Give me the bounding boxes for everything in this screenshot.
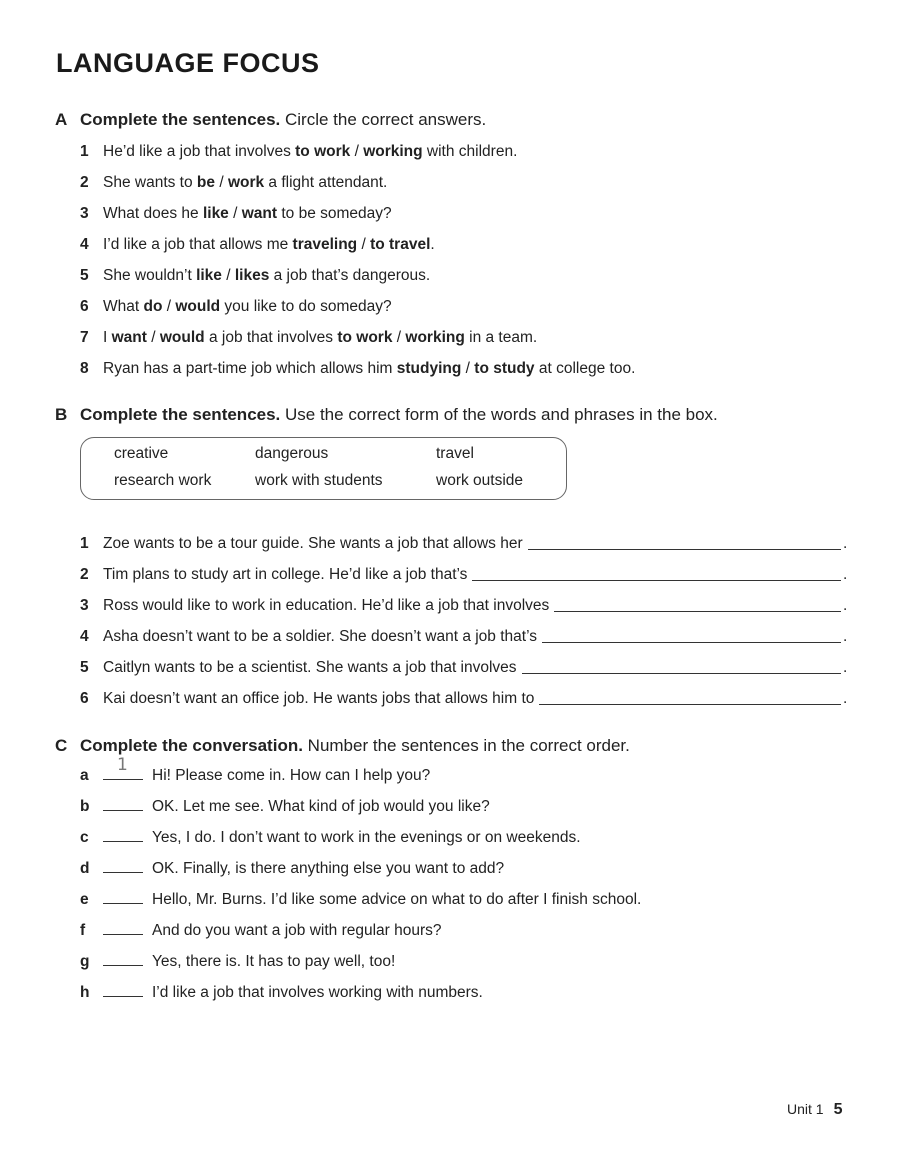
conversation-line [80,798,490,816]
section-b-instruction: Use the correct form of the words and phrases in the box. [280,405,718,424]
question-number: 3 [80,597,89,614]
section-a-heading [55,110,486,130]
sentence-text: Caitlyn wants to be a scientist. She wants a job that involves [103,659,517,676]
line-text: I’d like a job that involves working with numbers. [152,984,483,1001]
conversation-line [80,860,504,878]
sentence-text: Asha doesn’t want to be a soldier. She doesn’t want a job that’s [103,628,537,645]
question-item [80,298,392,316]
sentence-text: He’d like a job that involves [103,143,296,160]
question-number: 6 [80,298,89,315]
order-blank[interactable] [103,829,143,842]
answer-option[interactable]: like [202,205,229,222]
word-box-item: travel [436,445,474,462]
line-text: OK. Finally, is there anything else you want to add? [152,860,505,877]
order-blank[interactable] [103,798,143,811]
sentence-text: you like to do someday? [220,298,392,315]
question-item [80,174,387,192]
question-item [80,597,549,615]
answer-option[interactable]: to travel [370,236,431,253]
line-letter: d [80,860,90,877]
conversation-line [80,984,483,1002]
line-text: Yes, I do. I don’t want to work in the evenings or on weekends. [152,829,581,846]
sentence-text: Ross would like to work in education. He’d like a job that involves [103,597,550,614]
sentence-period: . [843,690,848,707]
question-item [80,143,517,161]
answer-option[interactable]: want [111,329,147,346]
section-c-heading-bold: Complete the conversation. [80,736,303,755]
page-footer [787,1101,842,1119]
section-a-instruction: Circle the correct answers. [280,110,487,129]
word-box-item: research work [114,472,212,489]
section-c-heading [55,736,630,756]
sentence-text: / [215,174,228,191]
sentence-text: / [221,267,235,284]
line-text: Hi! Please come in. How can I help you? [152,767,431,784]
sentence-text: She wants to [103,174,197,191]
sentence-text: / [146,329,160,346]
line-letter: b [80,798,90,815]
answer-option[interactable]: be [196,174,216,191]
sentence-text: to be someday? [277,205,392,222]
page-number: 5 [833,1101,843,1118]
sentence-text: a job that involves [204,329,338,346]
sentence-text: a job that’s dangerous. [269,267,431,284]
sentence-text: / [162,298,176,315]
conversation-line [80,953,395,971]
line-letter: h [80,984,90,1001]
sentence-text: / [228,205,242,222]
sentence-text: She wouldn’t [103,267,197,284]
answer-option[interactable]: likes [234,267,270,284]
sentence-period: . [843,659,848,676]
answer-blank[interactable] [554,611,841,612]
word-box-item: dangerous [255,445,329,462]
sentence-text: in a team. [464,329,538,346]
answer-blank[interactable] [539,704,841,705]
section-b-heading [55,405,718,425]
conversation-line [80,829,581,847]
order-blank[interactable] [103,755,143,780]
sentence-text: with children. [422,143,518,160]
section-c-letter: C [55,736,68,755]
word-box-item: creative [114,445,169,462]
question-number: 5 [80,659,89,676]
sentence-text: Zoe wants to be a tour guide. She wants a job that allows her [103,535,523,552]
sentence-text: I [103,329,112,346]
sentence-text: Kai doesn’t want an office job. He wants jobs that allows him to [103,690,535,707]
conversation-line [80,922,442,940]
section-c-instruction: Number the sentences in the correct order. [302,736,630,755]
answer-option[interactable]: working [363,143,423,160]
sentence-text: Ryan has a part-time job which allows him [103,360,397,377]
question-item [80,690,534,708]
question-item [80,659,517,677]
question-item [80,236,435,254]
conversation-line [80,891,641,909]
order-blank[interactable] [103,922,143,935]
order-answer: 1 [117,755,128,775]
order-blank[interactable] [103,891,143,904]
question-number: 2 [80,174,89,191]
question-number: 4 [80,236,89,253]
answer-option[interactable]: traveling [292,236,358,253]
line-letter: a [80,767,89,784]
answer-option[interactable]: want [241,205,278,222]
page-title: LANGUAGE FOCUS [56,48,320,78]
line-letter: f [80,922,86,939]
line-text: OK. Let me see. What kind of job would you like? [152,798,490,815]
answer-blank[interactable] [522,673,841,674]
section-a-letter: A [55,110,68,129]
sentence-text: Tim plans to study art in college. He’d like a job that’s [103,566,468,583]
answer-option[interactable]: would [175,298,221,315]
answer-option[interactable]: like [196,267,222,284]
sentence-text: / [461,360,475,377]
question-number: 6 [80,690,89,707]
question-item [80,566,467,584]
section-a-heading-bold: Complete the sentences. [80,110,281,129]
question-number: 3 [80,205,89,222]
answer-option[interactable]: to study [474,360,535,377]
answer-option[interactable]: working [405,329,465,346]
answer-blank[interactable] [542,642,841,643]
question-number: 4 [80,628,89,645]
order-blank[interactable] [103,953,143,966]
order-blank[interactable] [103,860,143,873]
sentence-period: . [843,597,848,614]
question-number: 1 [80,143,89,160]
question-number: 1 [80,535,89,552]
question-item [80,267,430,285]
question-item [80,205,392,223]
sentence-period: . [843,628,848,645]
section-b-letter: B [55,405,68,424]
section-b-heading-bold: Complete the sentences. [80,405,281,424]
sentence-text: What [103,298,144,315]
sentence-period: . [843,566,848,583]
question-item [80,628,537,646]
sentence-text: / [392,329,406,346]
sentence-text: . [430,236,435,253]
sentence-text: I’d like a job that allows me [103,236,293,253]
line-text: Yes, there is. It has to pay well, too! [152,953,396,970]
answer-blank[interactable] [528,549,841,550]
question-number: 8 [80,360,89,377]
question-item [80,329,537,347]
word-box-item: work with students [255,472,383,489]
question-item [80,360,635,378]
question-number: 7 [80,329,89,346]
line-letter: g [80,953,90,970]
sentence-text: / [350,143,364,160]
answer-blank[interactable] [472,580,841,581]
line-letter: e [80,891,89,908]
question-item [80,535,523,553]
sentence-text: / [357,236,371,253]
answer-option[interactable]: do [143,298,163,315]
answer-option[interactable]: would [159,329,205,346]
sentence-period: . [843,535,848,552]
word-box-item: work outside [436,472,524,489]
line-text: Hello, Mr. Burns. I’d like some advice on what to do after I finish school. [152,891,642,908]
line-text: And do you want a job with regular hours? [152,922,442,939]
line-letter: c [80,829,89,846]
conversation-line [80,755,431,785]
sentence-text: What does he [103,205,203,222]
question-number: 2 [80,566,89,583]
answer-option[interactable]: work [227,174,265,191]
answer-option[interactable]: studying [396,360,462,377]
answer-option[interactable]: to work [337,329,393,346]
answer-option[interactable]: to work [295,143,351,160]
order-blank[interactable] [103,984,143,997]
sentence-text: a flight attendant. [264,174,388,191]
unit-label: Unit 1 [787,1101,824,1117]
sentence-text: at college too. [534,360,636,377]
question-number: 5 [80,267,89,284]
